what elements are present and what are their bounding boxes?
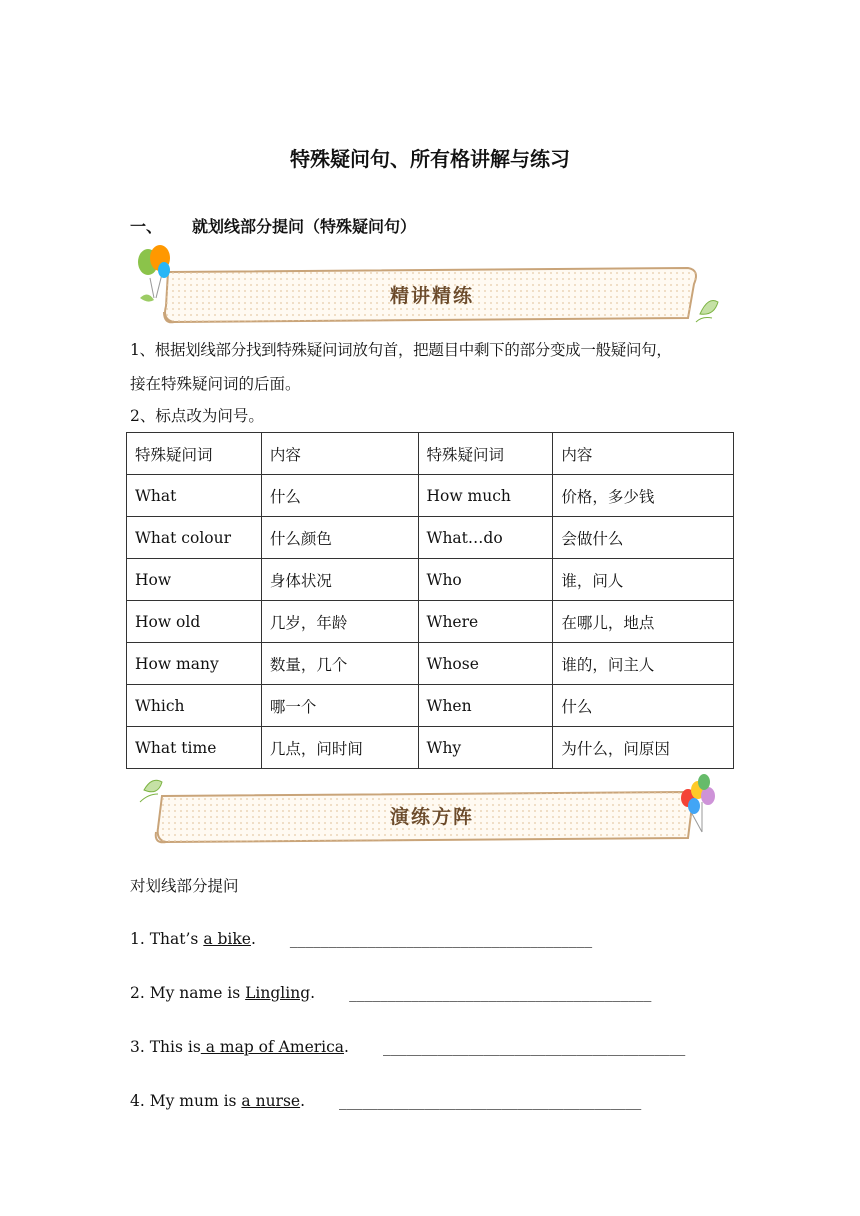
table-cell: 什么 bbox=[553, 685, 734, 727]
leaf-icon bbox=[696, 301, 718, 323]
table-row bbox=[127, 559, 734, 601]
balloon-icon bbox=[138, 245, 170, 302]
table-header: 特殊疑问词 bbox=[127, 433, 262, 475]
answer-blank[interactable]: _______________________________________ bbox=[339, 1092, 642, 1110]
table-cell: Which bbox=[127, 685, 262, 727]
exercise-text: 1. That’s bbox=[130, 930, 204, 948]
table-cell: Who bbox=[418, 559, 553, 601]
banner-title: 精讲精练 bbox=[390, 285, 475, 307]
table-cell: 在哪儿，地点 bbox=[553, 601, 734, 643]
leaf-icon bbox=[140, 780, 162, 802]
rule-line-3: 2、标点改为问号。 bbox=[130, 407, 264, 425]
table-header: 内容 bbox=[261, 433, 418, 475]
table-cell: 为什么，问原因 bbox=[553, 727, 734, 769]
underlined-answer: a nurse bbox=[241, 1092, 301, 1110]
table-cell: What…do bbox=[418, 517, 553, 559]
exercise-item bbox=[130, 930, 592, 948]
exercise-punct: . bbox=[344, 1038, 349, 1056]
banner-yanlian bbox=[136, 772, 718, 852]
table-cell: How many bbox=[127, 643, 262, 685]
rule-line-2: 接在特殊疑问词的后面。 bbox=[130, 375, 301, 393]
table-cell: How old bbox=[127, 601, 262, 643]
answer-blank[interactable]: _______________________________________ bbox=[382, 1038, 686, 1056]
section-number: 一、 bbox=[130, 217, 163, 236]
table-cell: 哪一个 bbox=[261, 685, 418, 727]
table-row bbox=[127, 475, 734, 517]
table-cell: Where bbox=[418, 601, 553, 643]
rule-line-1: 1、根据划线部分找到特殊疑问词放句首，把题目中剩下的部分变成一般疑问句， bbox=[130, 341, 672, 359]
exercise-punct: . bbox=[300, 1092, 306, 1110]
underlined-answer: a map of America bbox=[200, 1038, 345, 1056]
table-row bbox=[127, 643, 734, 685]
table-cell: What colour bbox=[127, 517, 262, 559]
table-cell: 几点，问时间 bbox=[261, 727, 418, 769]
banner-jingjiang bbox=[128, 240, 723, 330]
exercise-intro: 对划线部分提问 bbox=[130, 877, 239, 895]
table-cell: What time bbox=[127, 727, 262, 769]
exercise-item bbox=[130, 1038, 685, 1056]
table-header: 特殊疑问词 bbox=[418, 433, 553, 475]
page-title: 特殊疑问句、所有格讲解与练习 bbox=[290, 147, 570, 171]
exercise-item bbox=[130, 984, 651, 1002]
banner-title: 演练方阵 bbox=[390, 806, 475, 828]
table-row bbox=[127, 601, 734, 643]
table-cell: 价格，多少钱 bbox=[553, 475, 734, 517]
section-heading bbox=[130, 214, 416, 237]
exercise-text: 3. This is bbox=[130, 1038, 201, 1056]
exercise-text: 4. My mum is bbox=[130, 1092, 242, 1110]
underlined-answer: a bike bbox=[203, 930, 251, 948]
question-word-table bbox=[126, 432, 734, 769]
table-row bbox=[127, 727, 734, 769]
table-cell: 几岁，年龄 bbox=[261, 601, 418, 643]
table-cell: 谁，问人 bbox=[553, 559, 734, 601]
exercise-text: 2. My name is bbox=[130, 984, 246, 1002]
table-cell: How bbox=[127, 559, 262, 601]
table-cell: When bbox=[418, 685, 553, 727]
table-cell: 什么颜色 bbox=[261, 517, 418, 559]
table-cell: 谁的，问主人 bbox=[553, 643, 734, 685]
table-cell: How much bbox=[418, 475, 553, 517]
section-title: 就划线部分提问（特殊疑问句） bbox=[192, 217, 417, 236]
table-row bbox=[127, 517, 734, 559]
table-row bbox=[127, 685, 734, 727]
exercise-item bbox=[130, 1092, 641, 1110]
underlined-answer: Lingling bbox=[245, 984, 311, 1002]
exercise-punct: . bbox=[310, 984, 316, 1002]
answer-blank[interactable]: _______________________________________ bbox=[349, 984, 652, 1002]
table-header: 内容 bbox=[553, 433, 734, 475]
table-cell: 数量，几个 bbox=[261, 643, 418, 685]
table-header-row bbox=[127, 433, 734, 475]
table-cell: Whose bbox=[418, 643, 553, 685]
exercise-punct: . bbox=[250, 930, 256, 948]
table-cell: What bbox=[127, 475, 262, 517]
table-cell: 什么 bbox=[261, 475, 418, 517]
answer-blank[interactable]: _______________________________________ bbox=[289, 930, 593, 948]
table-cell: Why bbox=[418, 727, 553, 769]
table-cell: 会做什么 bbox=[553, 517, 734, 559]
table-cell: 身体状况 bbox=[261, 559, 418, 601]
